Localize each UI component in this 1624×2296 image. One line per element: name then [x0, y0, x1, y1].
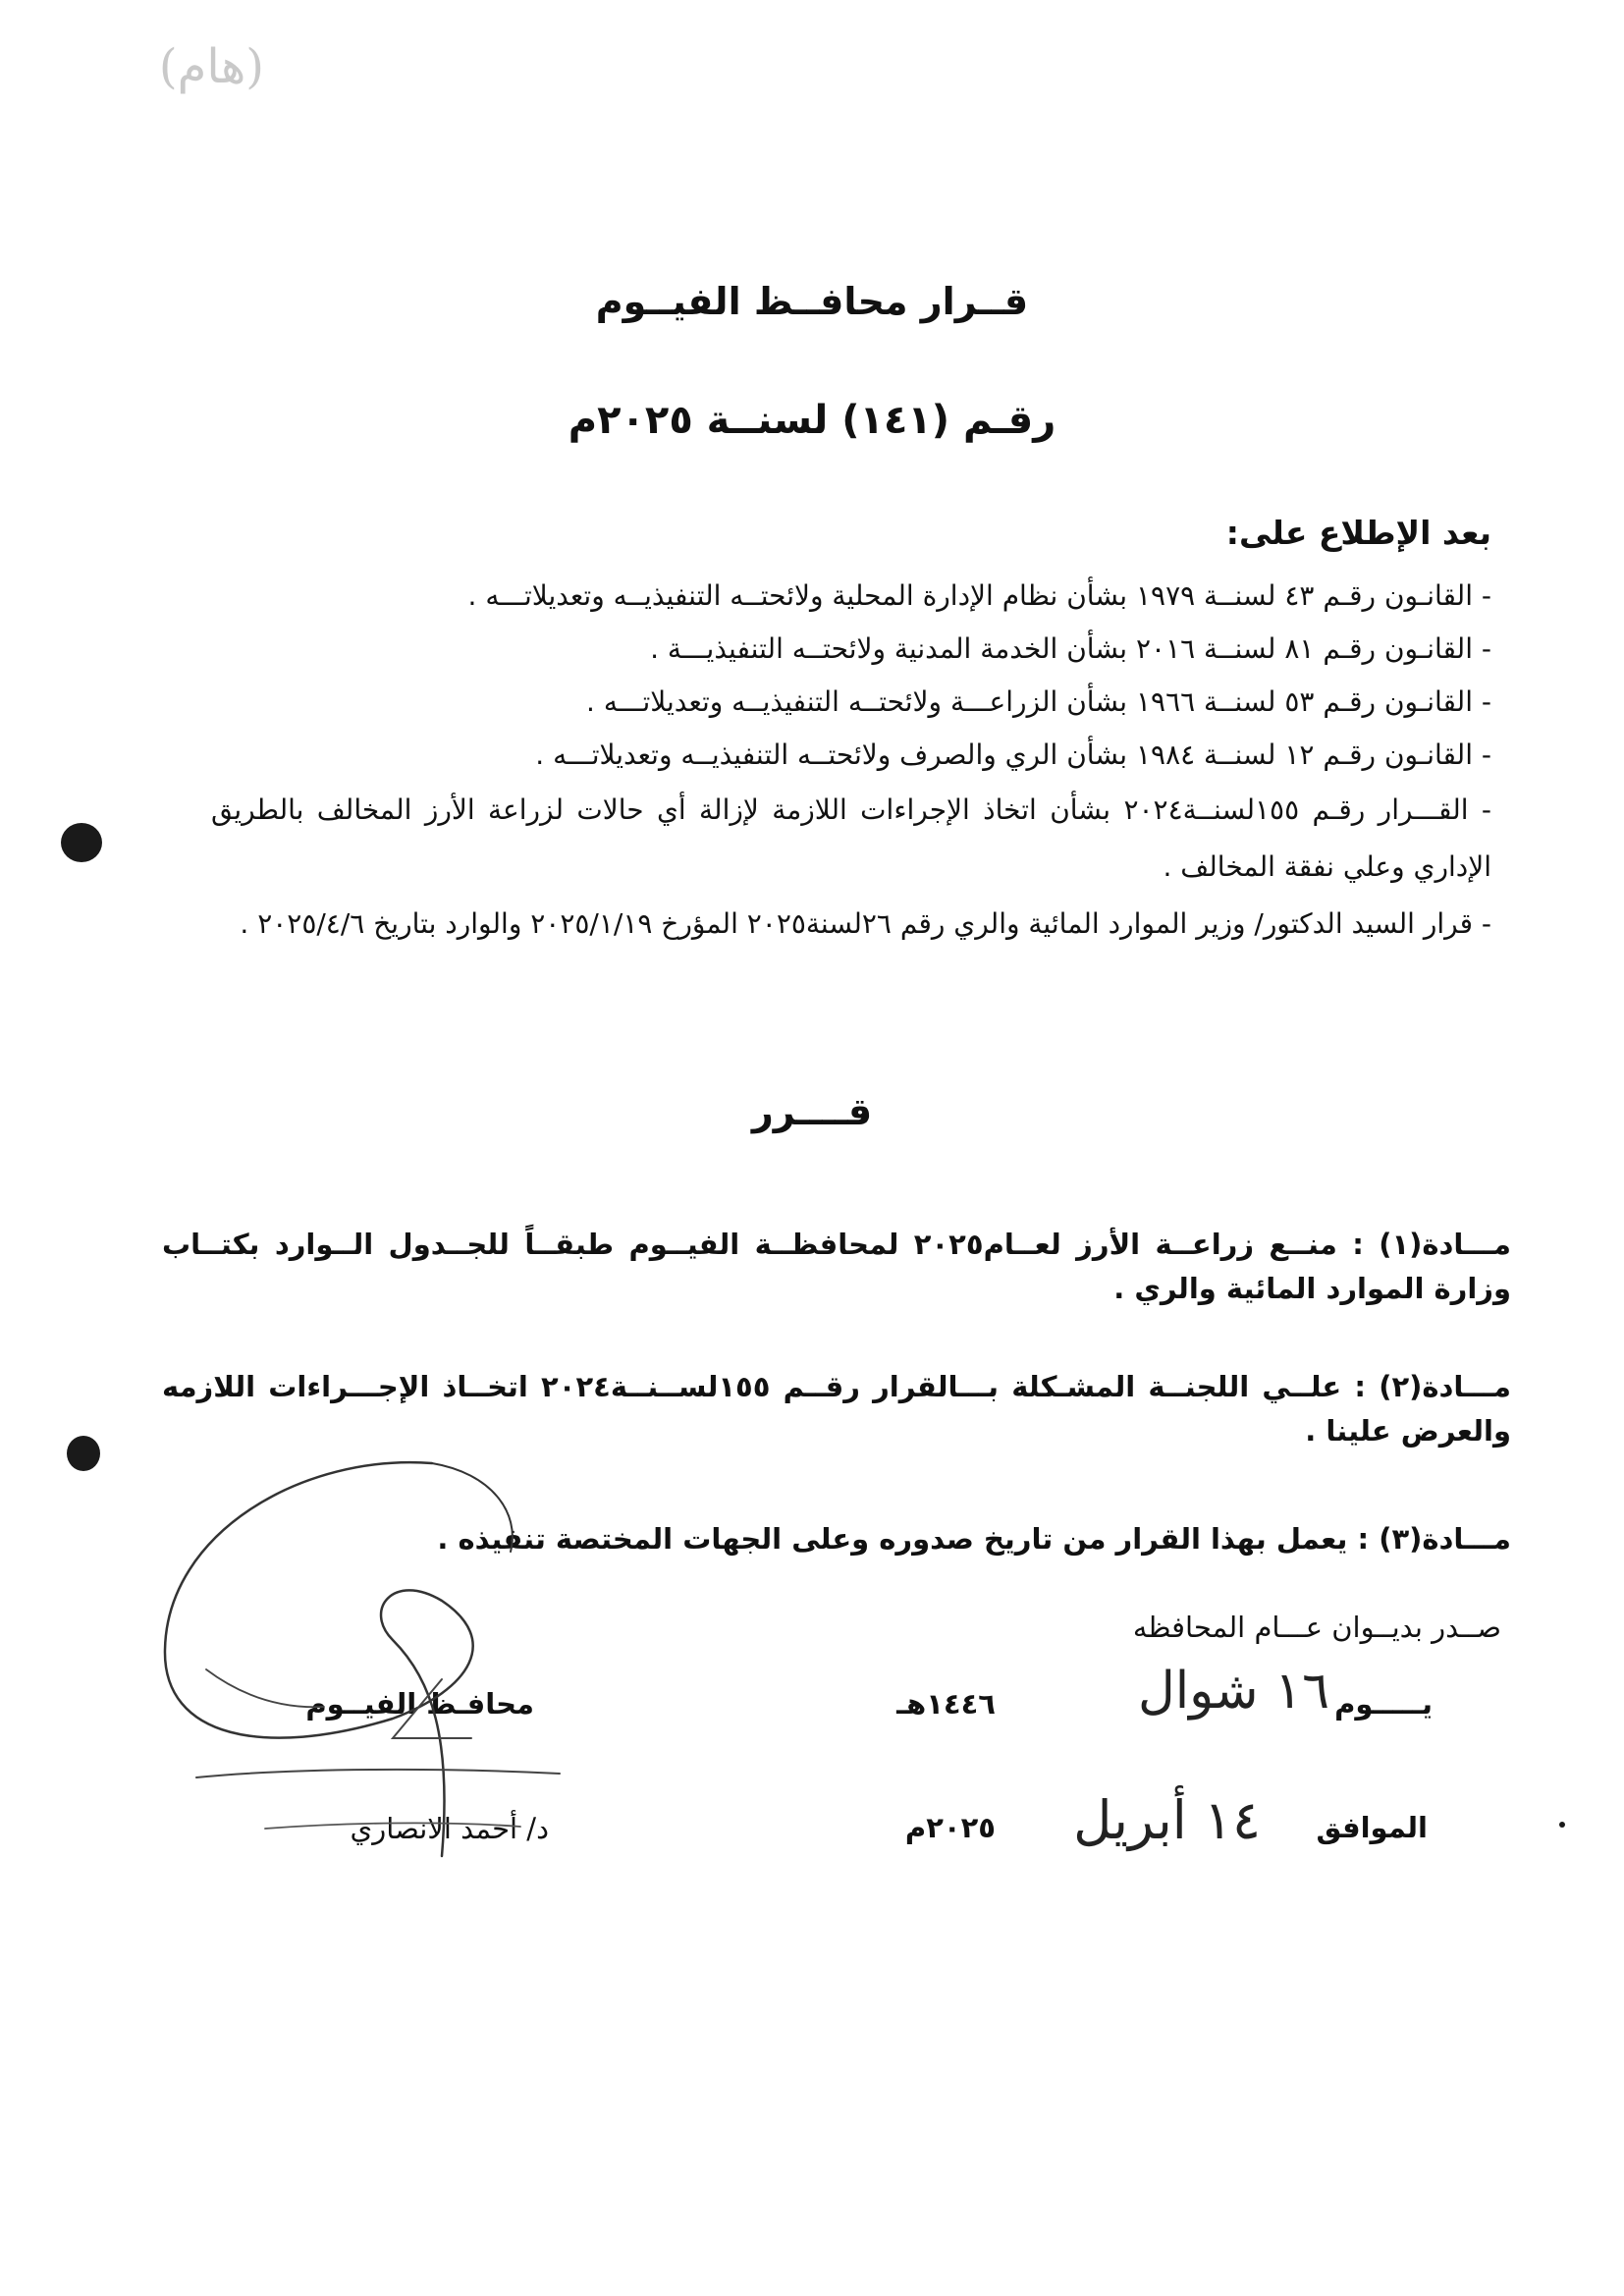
governor-signature — [147, 1444, 609, 1935]
preamble-list — [211, 570, 1491, 953]
day-label: يـــــوم — [1334, 1687, 1433, 1721]
decree-number: رقـم (١٤١) لسنــة ٢٠٢٥م — [568, 398, 1056, 443]
gregorian-year: ٢٠٢٥م — [904, 1811, 996, 1844]
preamble-item: - قرار السيد الدكتور/ وزير الموارد المائية والري رقم ٢٦لسنة٢٠٢٥ المؤرخ ٢٠٢٥/١/١٩ والوارد بتاريخ ٢٠٢٥/٤/٦ . — [240, 907, 1491, 940]
punch-hole-mark — [61, 823, 102, 862]
issued-at-label: صــدر بديــوان عـــام المحافظه — [1132, 1611, 1501, 1644]
preamble-item: - القـــرار رقـم ١٥٥لسنــة٢٠٢٤ بشأن اتخاذ الإجراءات اللازمة لإزالة أي حالات لزراعة الأرز المخالف بالطريق الإداري وعلي نفقة المخالف . — [211, 793, 1491, 883]
article-2: مـــادة(٢) : علــي اللجنــة المشـكلة بـــالقرار رقــم ١٥٥لســنــة٢٠٢٤ اتخــاذ الإجـــراءات اللازمه والعرض علينا . — [162, 1370, 1511, 1448]
preamble-item: - القانـون رقـم ٨١ لسنــة ٢٠١٦ بشأن الخدمة المدنية ولائحتــه التنفيذيـــة . — [650, 632, 1491, 665]
agreed-label: الموافق — [1316, 1811, 1428, 1844]
governor-name: د/ أحمد الانصاري — [350, 1812, 549, 1845]
hijri-year: ١٤٤٦هـ — [896, 1687, 996, 1721]
preamble-item: - القانـون رقـم ٥٣ لسنــة ١٩٦٦ بشأن الزراعـــة ولائحتــه التنفيذيــه وتعديلاتـــه . — [586, 685, 1491, 718]
article-3: مـــادة(٣) : يعمل بهذا القرار من تاريخ صدوره وعلى الجهات المختصة تنفيذه . — [437, 1522, 1511, 1556]
scan-speck — [1559, 1822, 1565, 1828]
article-1: مـــادة(١) : منــع زراعــة الأرز لعــام٢٠٢٥ لمحافظــة الفيــوم طبقــاً للجــدول الــوارد بكتــاب وزارة الموارد المائية والري . — [162, 1228, 1511, 1305]
decree-title: قــرار محافــظ الفيــوم — [595, 280, 1029, 323]
preamble-item: - القانـون رقـم ١٢ لسنــة ١٩٨٤ بشأن الري والصرف ولائحتــه التنفيذيــه وتعديلاتـــه . — [535, 738, 1491, 771]
corner-handwritten-mark: (ﻫﺎﻡ) — [158, 39, 264, 94]
punch-hole-mark — [67, 1436, 100, 1471]
governor-title: محافـظ الفيــوم — [305, 1687, 534, 1721]
decision-heading: قــــرر — [751, 1090, 873, 1133]
preamble-item: - القانـون رقـم ٤٣ لسنــة ١٩٧٩ بشأن نظام الإدارة المحلية ولائحتــه التنفيذيــه وتعديلاتـــه . — [467, 579, 1491, 612]
gregorian-date-handwritten: ١٤ أبريل — [1073, 1789, 1261, 1851]
preamble-heading: بعد الإطلاع على: — [1225, 514, 1491, 552]
hijri-date-handwritten: ١٦ شوال — [1137, 1662, 1329, 1721]
